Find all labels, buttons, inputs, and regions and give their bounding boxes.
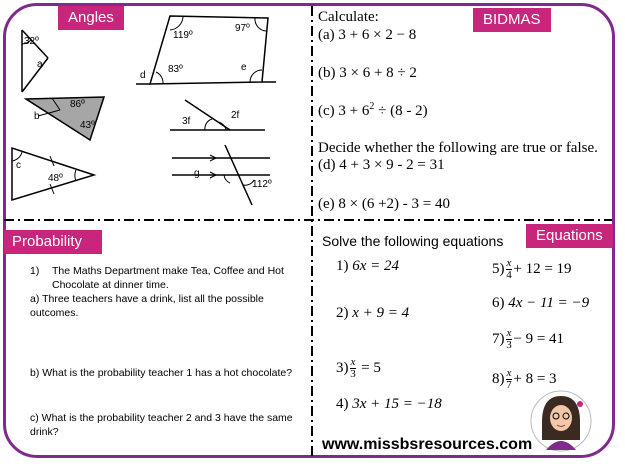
equation-5: 5) $\frac{x}{4}$ + 12 = 19	[492, 257, 572, 281]
equation-6: 6) 4x − 11 = −9	[492, 295, 590, 311]
equation-7: 7) $\frac{x}{3}$ − 9 = 41	[492, 327, 565, 351]
equation-2: 2) x + 9 = 4	[336, 305, 410, 321]
angles-diagrams	[0, 0, 312, 220]
label-3f: 3f	[182, 116, 191, 127]
avatar	[528, 388, 594, 454]
label-43: 43º	[80, 120, 95, 131]
bidmas-qe: (e) 8 × (6 +2) - 3 = 40	[318, 196, 451, 212]
equation-1: 1) 6x = 24	[336, 258, 400, 274]
website-url: www.missbsresources.com	[322, 436, 533, 453]
label-g: g	[194, 168, 200, 179]
probability-tag: Probability	[4, 230, 102, 254]
bidmas-qc: (c) $3 + 6^2 \div (8 - 2)$	[318, 101, 428, 119]
label-97: 97º	[235, 23, 250, 34]
prob-q1-number: 1)	[30, 265, 40, 277]
bidmas-qd: (d) 4 + 3 × 9 - 2 = 31	[318, 157, 445, 173]
bidmas-qb: (b) 3 × 6 + 8 ÷ 2	[318, 65, 417, 81]
label-32: 32º	[24, 36, 39, 47]
label-a: a	[37, 59, 43, 70]
prob-qa: a) Three teachers have a drink, list all the possible outcomes.	[30, 293, 264, 319]
bidmas-decide: Decide whether the following are true or false.	[318, 140, 598, 156]
diagram-quadrilateral	[136, 16, 276, 84]
diagram-isosceles-triangle	[12, 148, 94, 200]
label-d: d	[140, 70, 146, 81]
label-b: b	[34, 111, 40, 122]
angles-tag: Angles	[58, 6, 124, 30]
equation-8: 8) $\frac{x}{7}$ + 8 = 3	[492, 367, 557, 391]
label-86: 86º	[70, 99, 85, 110]
bidmas-calculate: Calculate:	[318, 9, 379, 25]
equation-3: 3) $\frac{x}{3}$ = 5	[336, 356, 381, 380]
label-e: e	[241, 62, 247, 73]
diagram-3f-2f	[170, 100, 265, 130]
label-112: 112º	[252, 179, 272, 190]
equations-heading: Solve the following equations	[322, 233, 504, 249]
diagram-parallel-lines	[172, 145, 272, 205]
diagram-angle-a	[22, 30, 48, 92]
label-2f: 2f	[231, 110, 240, 121]
bidmas-qa: (a) 3 + 6 × 2 − 8	[318, 27, 417, 43]
prob-qb: b) What is the probability teacher 1 has a hot chocolate?	[30, 367, 293, 379]
label-48: 48º	[48, 173, 63, 184]
equations-tag: Equations	[526, 224, 613, 248]
equation-4: 4) 3x + 15 = −18	[336, 396, 442, 412]
label-119: 119º	[173, 30, 193, 41]
prob-qc: c) What is the probability teacher 2 and 3 have the same drink?	[30, 412, 293, 438]
prob-q1: The Maths Department make Tea, Coffee and Hot Chocolate at dinner time.	[52, 265, 284, 291]
diagram-shaded-triangle	[26, 97, 104, 140]
bidmas-tag: BIDMAS	[473, 8, 551, 32]
label-83: 83º	[168, 64, 183, 75]
label-c: c	[16, 160, 21, 171]
